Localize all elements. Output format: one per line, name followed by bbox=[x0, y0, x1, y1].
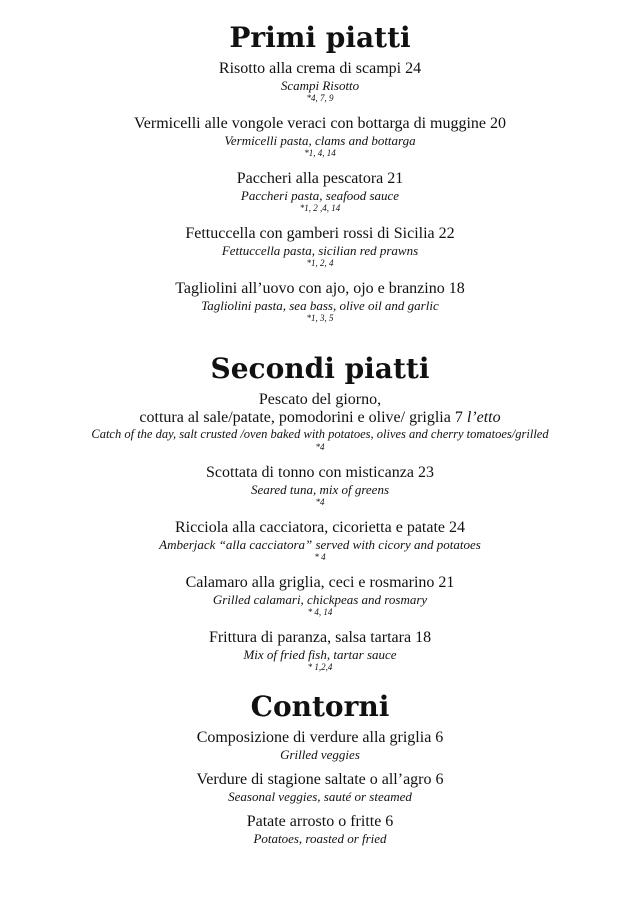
dish-name: Composizione di verdure alla griglia 6 bbox=[196, 729, 444, 746]
dish-allergens: * 4, 14 bbox=[307, 607, 333, 617]
menu-item-pescato bbox=[0, 391, 640, 453]
dish-name: Verdure di stagione saltate o all’agro 6 bbox=[196, 771, 444, 788]
dish-name: Ricciola alla cacciatora, cicorietta e patate 24 bbox=[174, 519, 466, 536]
dish-description: Scampi Risotto bbox=[280, 78, 360, 93]
menu-item bbox=[0, 629, 640, 673]
section-secondi bbox=[0, 353, 640, 684]
dish-allergens: *1, 4, 14 bbox=[304, 148, 336, 158]
dish-name: Tagliolini all’uovo con ajo, ojo e branzino 18 bbox=[175, 280, 465, 297]
dish-name-line2 bbox=[0, 409, 640, 427]
section-title-contorni: Contorni bbox=[250, 690, 390, 723]
section-contorni bbox=[0, 691, 640, 857]
dish-description: Grilled calamari, chickpeas and rosmary bbox=[212, 592, 428, 607]
menu-item bbox=[0, 115, 640, 159]
dish-name-line2-text: cottura al sale/patate, pomodorini e olive/ griglia 7 bbox=[139, 409, 467, 426]
menu-item bbox=[0, 170, 640, 214]
dish-allergens: *1, 3, 5 bbox=[306, 313, 334, 323]
menu-item bbox=[0, 225, 640, 269]
dish-description: Potatoes, roasted or fried bbox=[253, 831, 387, 846]
dish-description: Fettuccella pasta, sicilian red prawns bbox=[221, 243, 419, 258]
dish-description: Seasonal veggies, sauté or steamed bbox=[228, 789, 412, 804]
dish-name-line1: Pescato del giorno, bbox=[258, 391, 382, 408]
dish-description: Seared tuna, mix of greens bbox=[250, 482, 390, 497]
section-title-secondi: Secondi piatti bbox=[210, 352, 430, 385]
dish-description: Vermicelli pasta, clams and bottarga bbox=[224, 133, 416, 148]
menu-item bbox=[0, 813, 640, 846]
dish-description: Catch of the day, salt crusted /oven baked with potatoes, olives and cherry tomatoes/grilled bbox=[91, 427, 549, 441]
menu-item bbox=[0, 574, 640, 618]
dish-name: Calamaro alla griglia, ceci e rosmarino 21 bbox=[185, 574, 455, 591]
dish-description: Amberjack “alla cacciatora” served with cicory and potatoes bbox=[159, 537, 481, 552]
section-title-primi: Primi piatti bbox=[229, 21, 411, 54]
dish-description: Mix of fried fish, tartar sauce bbox=[243, 647, 397, 662]
menu-item bbox=[0, 771, 640, 804]
dish-allergens: * 1,2,4 bbox=[307, 662, 333, 672]
dish-allergens: * 4 bbox=[314, 552, 326, 562]
menu-item bbox=[0, 280, 640, 324]
dish-allergens: *4 bbox=[315, 497, 325, 507]
menu-item bbox=[0, 519, 640, 563]
section-primi bbox=[0, 22, 640, 335]
dish-allergens: *1, 2 ,4, 14 bbox=[299, 203, 341, 213]
menu-item bbox=[0, 60, 640, 104]
dish-allergens: *1, 2, 4 bbox=[306, 258, 334, 268]
dish-name: Paccheri alla pescatora 21 bbox=[236, 170, 404, 187]
dish-name: Frittura di paranza, salsa tartara 18 bbox=[208, 629, 432, 646]
dish-description: Tagliolini pasta, sea bass, olive oil and garlic bbox=[201, 298, 439, 313]
dish-allergens: *4, 7, 9 bbox=[306, 93, 334, 103]
dish-description: Paccheri pasta, seafood sauce bbox=[240, 188, 400, 203]
dish-name: Risotto alla crema di scampi 24 bbox=[218, 60, 422, 77]
dish-name: Patate arrosto o fritte 6 bbox=[246, 813, 394, 830]
dish-name: Fettuccella con gamberi rossi di Sicilia 22 bbox=[185, 225, 455, 242]
menu-item bbox=[0, 464, 640, 508]
menu-item bbox=[0, 729, 640, 762]
dish-allergens: *4 bbox=[315, 442, 325, 452]
dish-name: Vermicelli alle vongole veraci con bottarga di muggine 20 bbox=[133, 115, 507, 132]
dish-description: Grilled veggies bbox=[280, 747, 360, 762]
dish-name: Scottata di tonno con misticanza 23 bbox=[206, 464, 434, 481]
price-unit: l’etto bbox=[466, 409, 501, 426]
